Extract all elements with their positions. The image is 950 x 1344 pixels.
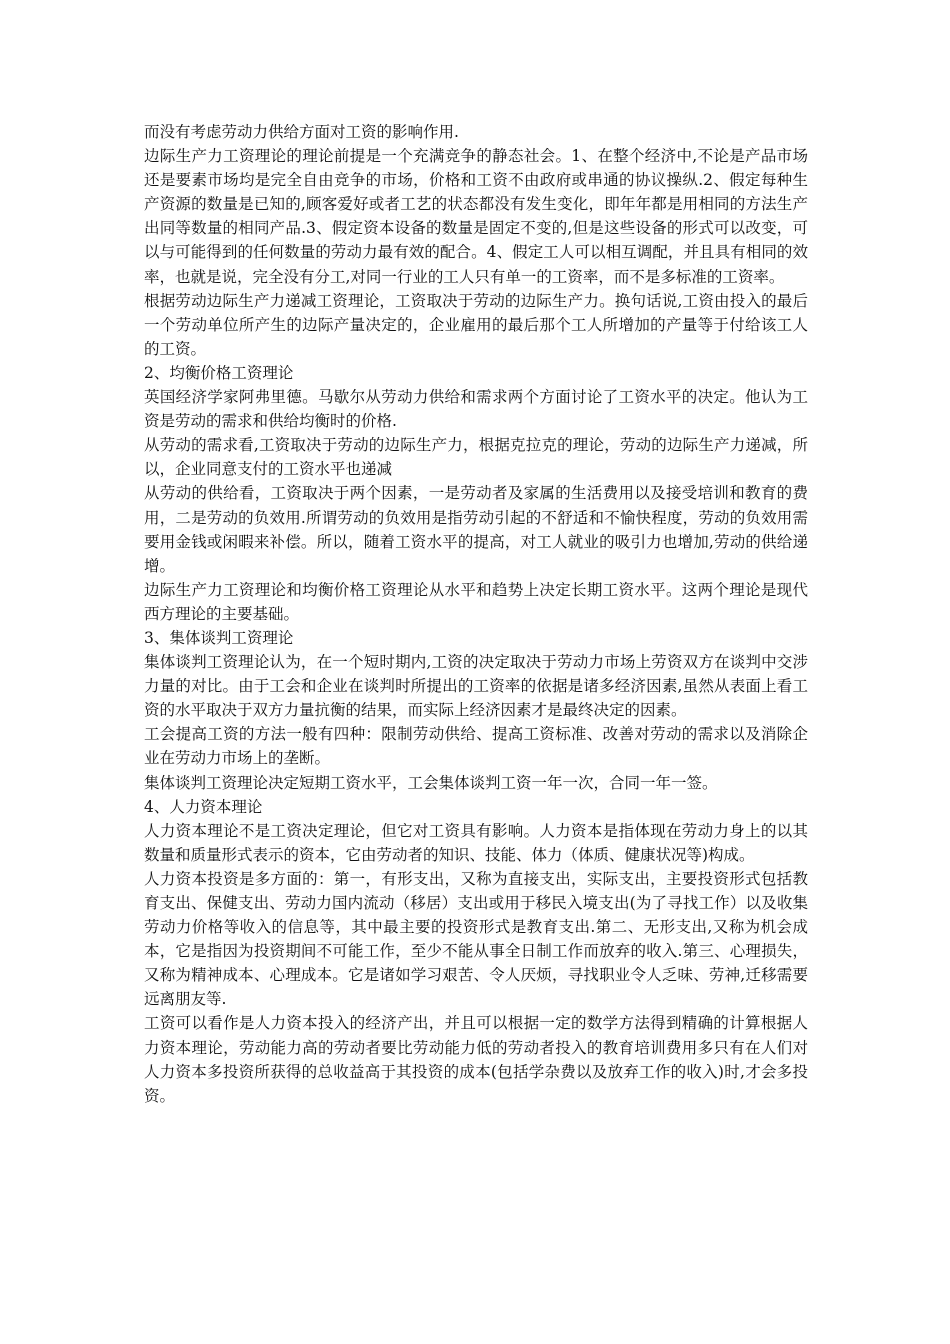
paragraph-labor-demand: 从劳动的需求看,工资取决于劳动的边际生产力，根据克拉克的理论，劳动的边际生产力递减，所以，企业同意支付的工资水平也递减	[144, 436, 808, 479]
paragraph-union-methods: 工会提高工资的方法一般有四种：限制劳动供给、提高工资标准、改善对劳动的需求以及消除企业在劳动力市场上的垄断。	[144, 725, 808, 768]
paragraph-marshall: 英国经济学家阿弗里德。马歇尔从劳动力供给和需求两个方面讨论了工资水平的决定。他认为工资是劳动的需求和供给均衡时的价格.	[144, 388, 808, 431]
paragraph-collective-bargaining: 集体谈判工资理论认为，在一个短时期内,工资的决定取决于劳动力市场上劳资双方在谈判中交涉力量的对比。由于工会和企业在谈判时所提出的工资率的依据是诸多经济因素,虽然从表面上看工资的水平取决于双方力量抗衡的结果，而实际上经济因素才是最终决定的因素。	[144, 653, 808, 720]
section-heading-human-capital: 4、人力资本理论	[144, 797, 263, 816]
section-heading-collective-bargaining: 3、集体谈判工资理论	[144, 628, 294, 647]
paragraph-labor-supply: 从劳动的供给看，工资取决于两个因素，一是劳动者及家属的生活费用以及接受培训和教育的费用，二是劳动的负效用.所谓劳动的负效用是指劳动引起的不舒适和不愉快程度，劳动的负效用需要用金钱或闲暇来补偿。所以，随着工资水平的提高，对工人就业的吸引力也增加,劳动的供给递增。	[144, 484, 808, 575]
section-heading-equilibrium-price: 2、均衡价格工资理论	[144, 363, 294, 382]
paragraph-long-term-wage: 边际生产力工资理论和均衡价格工资理论从水平和趋势上决定长期工资水平。这两个理论是现代西方理论的主要基础。	[144, 580, 808, 623]
paragraph-marginal-productivity-decline: 根据劳动边际生产力递减工资理论，工资取决于劳动的边际生产力。换句话说,工资由投入的最后一个劳动单位所产生的边际产量决定的，企业雇用的最后那个工人所增加的产量等于付给该工人的工资。	[144, 291, 808, 358]
paragraph-wage-as-output: 工资可以看作是人力资本投入的经济产出，并且可以根据一定的数学方法得到精确的计算根据人力资本理论，劳动能力高的劳动者要比劳动能力低的劳动者投入的教育培训费用多只有在人们对人力资本多投资所获得的总收益高于其投资的成本(包括学杂费以及放弃工作的收入)时,才会多投资。	[144, 1014, 808, 1105]
document-body	[144, 120, 808, 1108]
paragraph-human-capital-definition: 人力资本理论不是工资决定理论，但它对工资具有影响。人力资本是指体现在劳动力身上的以其数量和质量形式表示的资本，它由劳动者的知识、技能、体力（体质、健康状况等)构成。	[144, 821, 808, 864]
paragraph-short-term-wage: 集体谈判工资理论决定短期工资水平，工会集体谈判工资一年一次，合同一年一签。	[144, 773, 718, 792]
paragraph-intro-tail: 而没有考虑劳动力供给方面对工资的影响作用.	[144, 123, 459, 141]
paragraph-marginal-productivity-premises: 边际生产力工资理论的理论前提是一个充满竞争的静态社会。1、在整个经济中,不论是产品市场还是要素市场均是完全自由竞争的市场，价格和工资不由政府或串通的协议操纵.2、假定每种生产资源的数量是已知的,顾客爱好或者工艺的状态都没有发生变化，即年年都是用相同的方法生产出同等数量的相同产品.3、假定资本设备的数量是固定不变的,但是这些设备的形式可以改变，可以与可能得到的任何数量的劳动力最有效的配合。4、假定工人可以相互调配，并且具有相同的效率，也就是说，完全没有分工,对同一行业的工人只有单一的工资率，而不是多标准的工资率。	[144, 147, 808, 286]
paragraph-human-capital-investment: 人力资本投资是多方面的：第一，有形支出，又称为直接支出，实际支出，主要投资形式包括教育支出、保健支出、劳动力国内流动（移居）支出或用于移民入境支出(为了寻找工作）以及收集劳动力价格等收入的信息等，其中最主要的投资形式是教育支出.第二、无形支出,又称为机会成本，它是指因为投资期间不可能工作，至少不能从事全日制工作而放弃的收入.第三、心理损失，又称为精神成本、心理成本。它是诸如学习艰苦、令人厌烦，寻找职业令人乏味、劳神,迁移需要远离朋友等.	[144, 869, 808, 1009]
